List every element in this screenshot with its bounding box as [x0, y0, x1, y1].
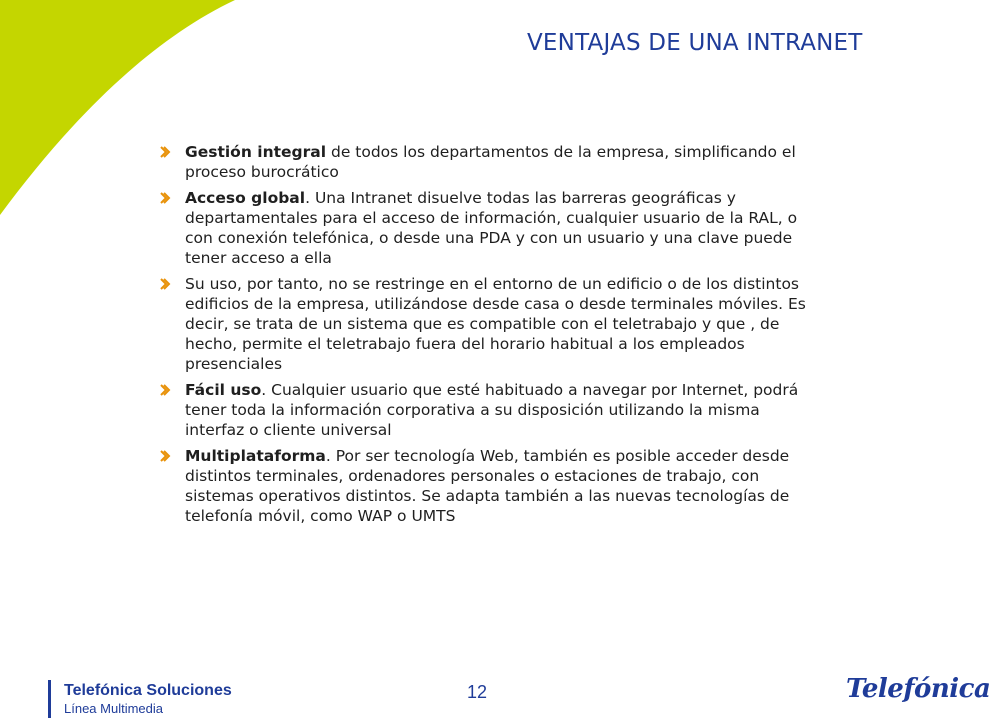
item-bold-term: Gestión integral — [185, 143, 327, 161]
item-bold-term: Fácil uso — [185, 381, 262, 399]
footer-division: Línea Multimedia — [64, 701, 163, 716]
item-bold-term: Multiplataforma — [185, 447, 326, 465]
item-text: . Una Intranet disuelve todas las barreras geográficas y departamentales para el acceso de información, cualquier usuario de la RAL, o con conexión telefónica, o desde una PDA y con un usuario y una clave puede tener acceso a ella — [185, 189, 798, 267]
arrow-bullet-icon — [160, 381, 174, 399]
list-item — [160, 142, 820, 182]
item-bold-term: Acceso global — [185, 189, 306, 207]
item-text: . Por ser tecnología Web, también es posible acceder desde distintos terminales, ordenadores personales o estaciones de trabajo, con sistemas operativos distintos. Se adapta también a las nuevas tecnologías de telefonía móvil, como WAP o UMTS — [185, 447, 790, 525]
footer-company: Telefónica Soluciones — [64, 682, 232, 699]
list-item — [160, 380, 820, 440]
arrow-bullet-icon — [160, 275, 174, 293]
page-number: 12 — [467, 682, 488, 702]
item-text: de todos los departamentos de la empresa, simplificando el proceso burocrático — [185, 143, 796, 181]
bullet-list — [160, 142, 820, 532]
arrow-bullet-icon — [160, 447, 174, 465]
arrow-bullet-icon — [160, 143, 174, 161]
list-item — [160, 188, 820, 268]
footer-divider — [48, 680, 51, 718]
item-text: Su uso, por tanto, no se restringe en el entorno de un edificio o de los distintos edificios de la empresa, utilizándose desde casa o desde terminales móviles. Es decir, se trata de un sistema que es compatible con el teletrabajo y que , de hecho, permite el teletrabajo fuera del horario habitual a los empleados presenciales — [185, 275, 806, 373]
arrow-bullet-icon — [160, 189, 174, 207]
list-item — [160, 274, 820, 374]
list-item — [160, 446, 820, 526]
telefonica-logo: Telefónica — [846, 674, 990, 704]
page-title: VENTAJAS DE UNA INTRANET — [527, 30, 863, 56]
item-text: . Cualquier usuario que esté habituado a navegar por Internet, podrá tener toda la información corporativa a su disposición utilizando la misma interfaz o cliente universal — [185, 381, 799, 439]
